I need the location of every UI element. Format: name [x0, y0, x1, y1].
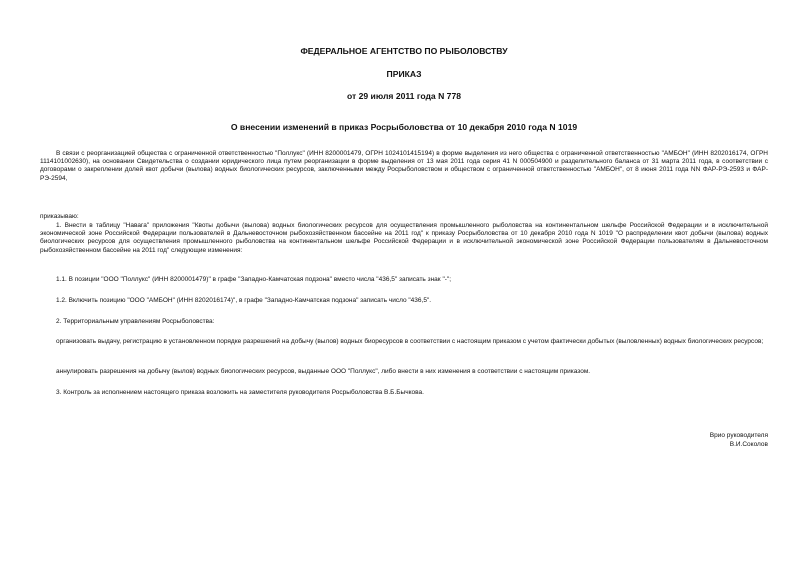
signature-name: В.И.Соколов	[729, 441, 768, 448]
agency-heading: ФЕДЕРАЛЬНОЕ АГЕНТСТВО ПО РЫБОЛОВСТВУ	[300, 46, 508, 56]
signature-position: Врио руководителя	[709, 432, 768, 439]
item-2b-paragraph: аннулировать разрешения на добычу (вылов) водных биологических ресурсов, выданные ООО "Поллукс", либо внести в них изменения в соответствии с настоящим приказом.	[56, 368, 591, 375]
order-word: приказываю:	[40, 213, 79, 220]
date-number-heading: от 29 июля 2011 года N 778	[346, 91, 462, 101]
item-2-paragraph: 2. Территориальным управлениям Росрыболовства:	[56, 318, 215, 325]
document-title: О внесении изменений в приказ Росрыболовства от 10 декабря 2010 года N 1019	[230, 122, 578, 132]
item-1-2-paragraph: 1.2. Включить позицию "ООО "АМБОН" (ИНН 8202016174)", в графе "Западно-Камчатская подзона" записать число "436,5".	[56, 297, 432, 304]
item-2a-paragraph: организовать выдачу, регистрацию в установленном порядке разрешений на добычу (вылов) водных биоресурсов в соответствии с настоящим приказом с учетом фактически добытых (выловленных) водных биологических ресурсов;	[56, 338, 764, 345]
item-1-paragraph: 1. Внести в таблицу "Навага" приложения "Квоты добычи (вылова) водных биологических ресурсов для осуществления промышленного рыболовства на континентальном шельфе Российской Федерации и в исключительной экономической зоне Российской Федерации пользователей в Дальневосточном рыбохозяйственном бассейне на 2011 год" к приказу Росрыболовства от 10 декабря 2010 года N 1019 "О распределении квот добычи (вылова) водных биологических ресурсов для осуществления промышленного рыболовства на континентальном шельфе Российской Федерации и в исключительной экономической зоне Российской Федерации пользователям в Дальневосточном рыбохозяйственном бассейне на 2011 год" следующие изменения:	[40, 222, 768, 254]
preamble-paragraph: В связи с реорганизацией общества с ограниченной ответственностью "Поллукс" (ИНН 8200001479, ОГРН 1024101415194) в форме выделения из него общества с ограниченной ответственностью "АМБОН" (ИНН 8202016174, ОГРН 1114101002630), на основании Свидетельства о создании юридического лица путем реорганизации в форме выделения от 13 мая 2011 года серия 41 N 000504900 и разделительного баланса от 31 марта 2011 года, в соответствии с договорами о закреплении долей квот добычи (вылова) водных биологических ресурсов, заключенными между Росрыболовством и обществом с ограниченной ответственностью "АМБОН", от 8 июня 2011 года NN ФАР-РЭ-2593 и ФАР-РЭ-2594,	[40, 150, 768, 182]
doc-type-heading: ПРИКАЗ	[386, 69, 422, 79]
item-3-paragraph: 3. Контроль за исполнением настоящего приказа возложить на заместителя руководителя Росрыболовства В.Б.Бычкова.	[56, 389, 424, 396]
item-1-1-paragraph: 1.1. В позиции "ООО "Поллукс" (ИНН 8200001479)" в графе "Западно-Камчатская подзона" вместо числа "436,5" записать знак "-";	[56, 276, 452, 283]
